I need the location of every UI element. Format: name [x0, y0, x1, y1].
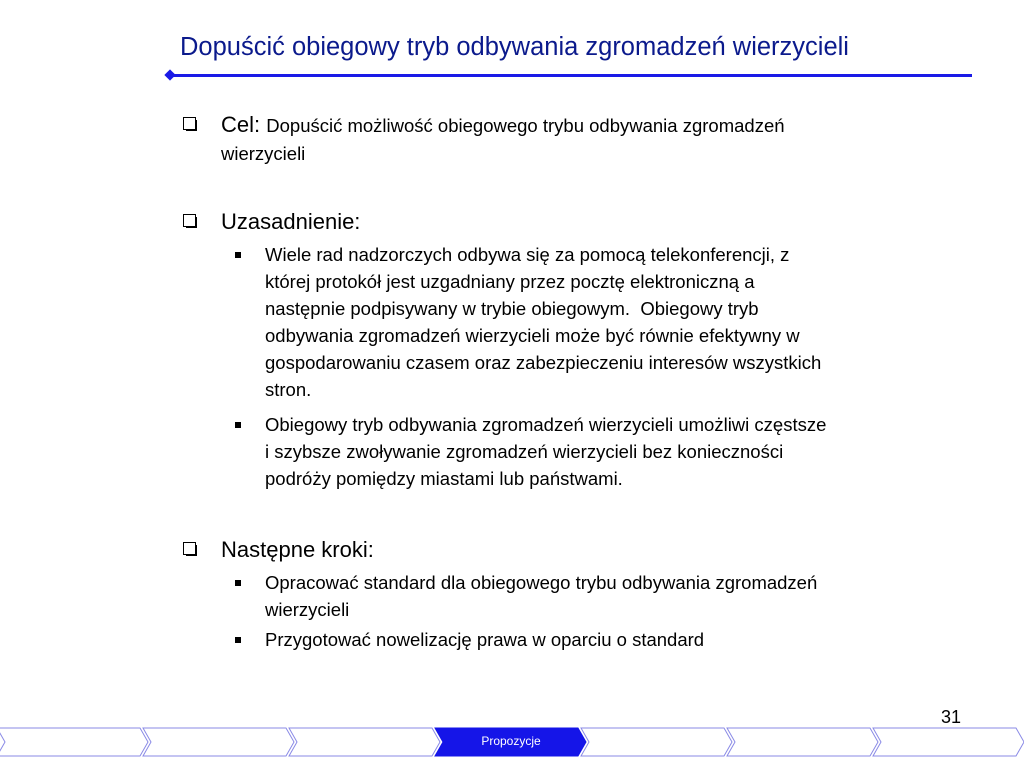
- page-number: 31: [941, 707, 962, 727]
- list-item-line: i szybsze zwoływanie zgromadzeń wierzycieli bez konieczności: [265, 441, 784, 462]
- section-heading: Następne kroki:: [221, 537, 374, 562]
- square-bullet-icon: [235, 637, 241, 643]
- section-cel-line1: [221, 112, 785, 138]
- section-heading: Uzasadnienie:: [221, 209, 361, 234]
- square-bullet-icon: [235, 422, 241, 428]
- section-cel-text: Dopuścić możliwość obiegowego trybu odbywania zgromadzeń: [266, 115, 785, 136]
- list-item: [265, 241, 985, 403]
- checkbox-bullet-icon: [183, 117, 196, 130]
- nav-segment-1[interactable]: [142, 727, 296, 755]
- nav-segment-2[interactable]: [288, 727, 442, 755]
- list-item: [265, 411, 985, 492]
- checkbox-bullet-icon: [183, 542, 196, 555]
- nav-segment-3[interactable]: [434, 727, 588, 755]
- list-item: [265, 569, 985, 623]
- title-rule-diamond: [164, 69, 175, 80]
- list-item-line: następnie podpisywany w trybie obiegowym. Obiegowy tryb: [265, 298, 759, 319]
- list-item-line: Przygotować nowelizację prawa w oparciu o standard: [265, 629, 705, 650]
- slide-title: Dopuścić obiegowy tryb odbywania zgromadzeń wierzycieli: [180, 33, 849, 61]
- section-navigation-bar: [0, 727, 1024, 757]
- list-item-line: odbywania zgromadzeń wierzycieli może być równie efektywny w: [265, 325, 800, 346]
- nav-segment-0[interactable]: [0, 727, 150, 755]
- section-heading: Cel:: [221, 112, 261, 137]
- title-rule: [172, 74, 972, 77]
- list-item-line: podróży pomiędzy miastami lub państwami.: [265, 468, 623, 489]
- list-item-line: Obiegowy tryb odbywania zgromadzeń wierzycieli umożliwi częstsze: [265, 414, 827, 435]
- nav-segment-4[interactable]: [580, 727, 734, 755]
- nav-segment-6[interactable]: [872, 727, 1024, 755]
- list-item: [265, 626, 985, 653]
- list-item-line: Opracować standard dla obiegowego trybu odbywania zgromadzeń: [265, 572, 818, 593]
- nav-segment-label: Propozycje: [481, 734, 541, 748]
- list-item-line: stron.: [265, 379, 312, 400]
- checkbox-bullet-icon: [183, 214, 196, 227]
- list-item-line: której protokół jest uzgadniany przez pocztę elektroniczną a: [265, 271, 755, 292]
- list-item-line: wierzycieli: [265, 599, 350, 620]
- list-item-line: Wiele rad nadzorczych odbywa się za pomocą telekonferencji, z: [265, 244, 790, 265]
- square-bullet-icon: [235, 252, 241, 258]
- list-item-line: gospodarowaniu czasem oraz zabezpieczeniu interesów wszystkich: [265, 352, 822, 373]
- section-cel-text-cont: wierzycieli: [221, 143, 306, 164]
- nav-segment-5[interactable]: [726, 727, 880, 755]
- square-bullet-icon: [235, 580, 241, 586]
